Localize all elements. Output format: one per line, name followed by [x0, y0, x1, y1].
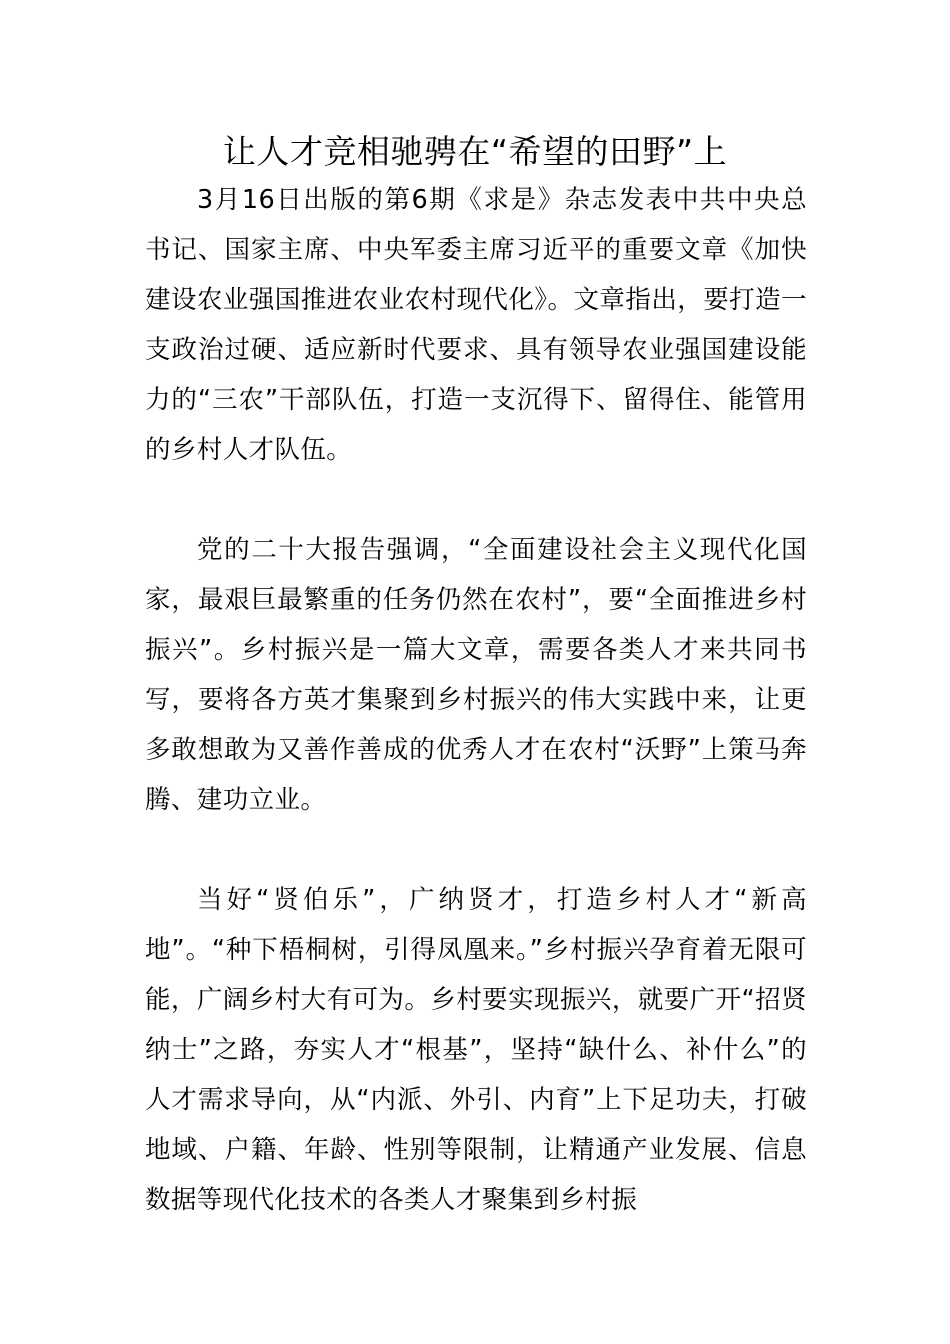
article-title: 让人才竞相驰骋在“希望的田野”上 [222, 132, 728, 171]
paragraph-2: 党的二十大报告强调，“全面建设社会主义现代化国家，最艰巨最繁重的任务仍然在农村”，要“全面推进乡村振兴”。乡村振兴是一篇大文章，需要各类人才来共同书写，要将各方英才集聚到乡村振兴的伟大实践中来，让更多敢想敢为又善作善成的优秀人才在农村“沃野”上策马奔腾、建功立业。 [145, 535, 807, 815]
paragraph-1: 3月16日出版的第6期《求是》杂志发表中共中央总书记、国家主席、中央军委主席习近平的重要文章《加快建设农业强国推进农业农村现代化》。文章指出，要打造一支政治过硬、适应新时代要求、具有领导农业强国建设能力的“三农”干部队伍，打造一支沉得下、留得住、能管用的乡村人才队伍。 [145, 185, 807, 465]
paragraph-3: 当好“贤伯乐”，广纳贤才，打造乡村人才“新高地”。“种下梧桐树，引得凤凰来。”乡村振兴孕育着无限可能，广阔乡村大有可为。乡村要实现振兴，就要广开“招贤纳士”之路，夯实人才“根基”，坚持“缺什么、补什么”的人才需求导向，从“内派、外引、内育”上下足功夫，打破地域、户籍、年龄、性别等限制，让精通产业发展、信息数据等现代化技术的各类人才聚集到乡村振 [145, 885, 807, 1215]
article-body [145, 175, 807, 1225]
